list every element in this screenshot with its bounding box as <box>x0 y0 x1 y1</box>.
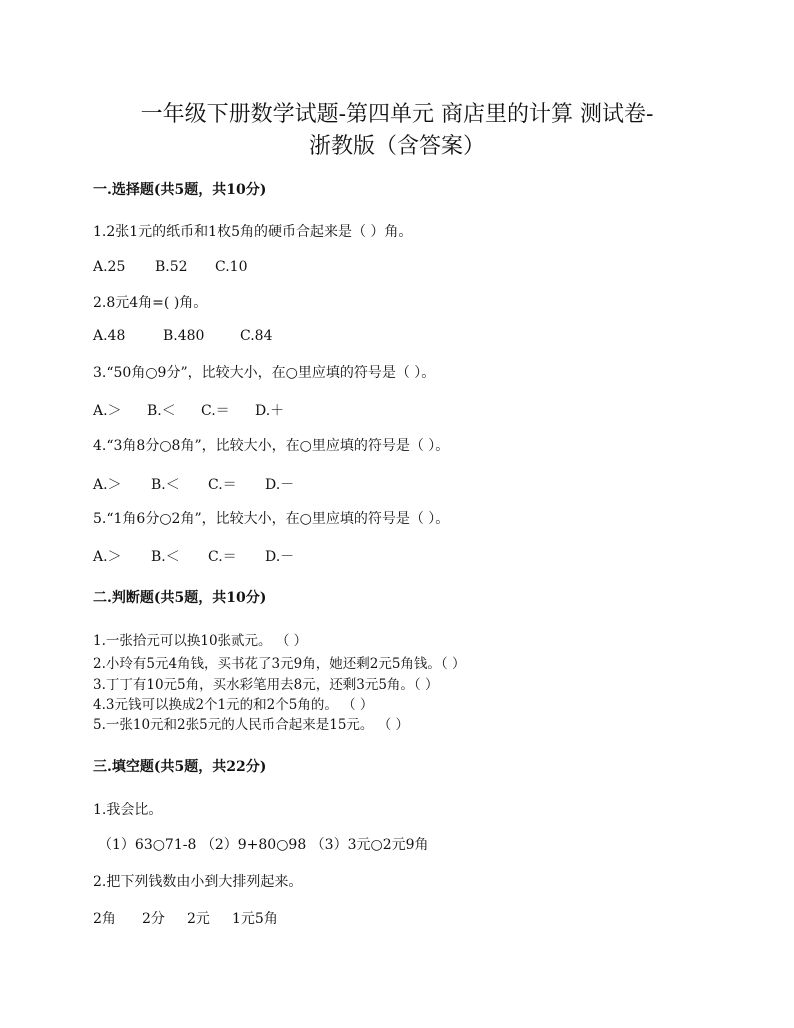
s1-q2-option-c: C.84 <box>240 328 273 344</box>
s1-q5-text: 5.“1角6分○2角”，比较大小，在○里应填的符号是（ ）。 <box>93 511 450 527</box>
s1-q3-text: 3.“50角○9分”，比较大小，在○里应填的符号是（ ）。 <box>93 365 436 381</box>
s1-q2-text: 2.8元4角=( )角。 <box>93 295 208 311</box>
s1-q1-options <box>93 259 247 275</box>
s1-q4-option-d: D.－ <box>265 477 295 493</box>
s1-q5-option-a: A.＞ <box>93 549 122 565</box>
s1-q4-text: 4.“3角8分○8角”，比较大小，在○里应填的符号是（ ）。 <box>93 438 450 454</box>
section3-heading: 三.填空题(共5题，共22分) <box>93 759 267 775</box>
s1-q2-option-a: A.48 <box>93 328 126 344</box>
s1-q3-option-b: B.＜ <box>147 403 176 419</box>
s1-q4-option-c: C.＝ <box>208 477 237 493</box>
s1-q3-option-a: A.＞ <box>93 403 122 419</box>
page-title-line1: 一年级下册数学试题-第四单元 商店里的计算 测试卷- <box>140 102 654 127</box>
s1-q1-option-b: B.52 <box>155 259 188 275</box>
page-title-line2: 浙教版（含答案） <box>308 134 485 159</box>
s3-q1-text: 1.我会比。 <box>93 802 163 818</box>
section2-heading: 二.判断题(共5题，共10分) <box>93 590 267 606</box>
s2-item-3: 3.丁丁有10元5角，买水彩笔用去8元，还剩3元5角。（ ） <box>93 677 439 693</box>
s2-item-4: 4.3元钱可以换成2个1元的和2个5角的。 （ ） <box>93 697 374 713</box>
s1-q2-options <box>93 328 272 344</box>
s3-q2-text: 2.把下列钱数由小到大排列起来。 <box>93 874 303 890</box>
s1-q5-option-c: C.＝ <box>208 549 237 565</box>
s1-q3-option-c: C.＝ <box>201 403 230 419</box>
s1-q1-text: 1.2张1元的纸币和1枚5角的硬币合起来是（ ）角。 <box>93 224 413 240</box>
s1-q5-options <box>93 546 294 566</box>
section1-heading: 一.选择题(共5题，共10分) <box>93 182 267 198</box>
s1-q4-options <box>93 474 294 494</box>
s1-q5-option-b: B.＜ <box>151 549 180 565</box>
s3-q2-item-4: 1元5角 <box>232 911 278 927</box>
s1-q3-option-d: D.＋ <box>255 403 285 419</box>
s1-q4-option-a: A.＞ <box>93 477 122 493</box>
s3-q1-sub: （1）63○71-8 （2）9+80○98 （3）3元○2元9角 <box>98 837 429 853</box>
s2-item-5: 5.一张10元和2张5元的人民币合起来是15元。 （ ） <box>93 717 409 733</box>
s3-q2-items <box>93 908 278 928</box>
s1-q3-options <box>93 400 284 420</box>
s2-item-2: 2.小玲有5元4角钱，买书花了3元9角，她还剩2元5角钱。（ ） <box>93 656 466 672</box>
s3-q2-item-3: 2元 <box>187 911 210 927</box>
s1-q4-option-b: B.＜ <box>151 477 180 493</box>
s2-item-1: 1.一张拾元可以换10张贰元。 （ ） <box>93 633 308 649</box>
s1-q1-option-c: C.10 <box>215 259 248 275</box>
s3-q2-item-1: 2角 <box>93 911 116 927</box>
s1-q2-option-b: B.480 <box>163 328 205 344</box>
s3-q2-item-2: 2分 <box>142 911 165 927</box>
s1-q5-option-d: D.－ <box>265 549 295 565</box>
s1-q1-option-a: A.25 <box>93 259 126 275</box>
